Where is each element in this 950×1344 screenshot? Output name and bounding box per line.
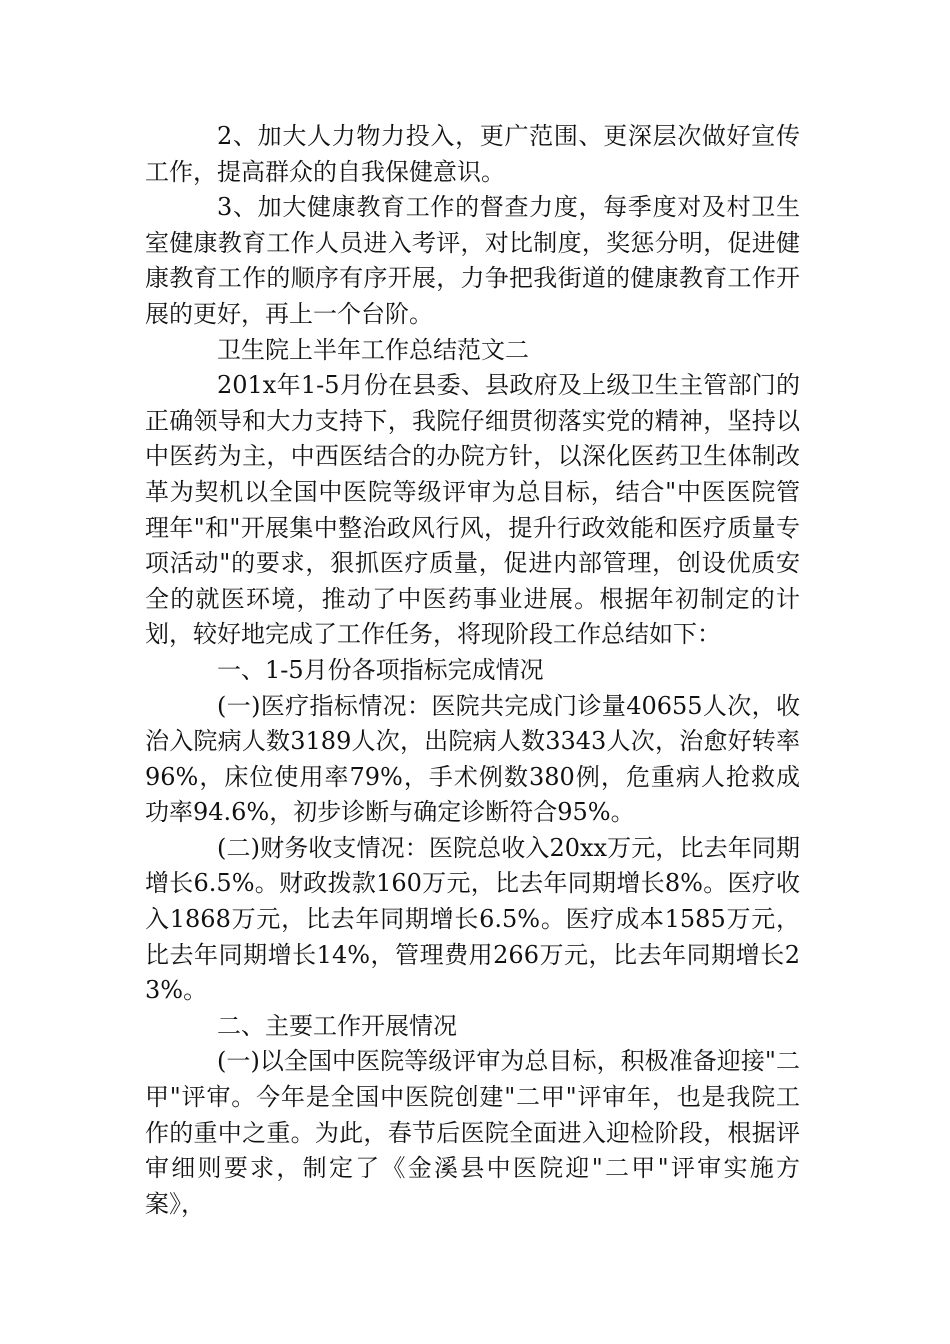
- paragraph-publicity: 2、加大人力物力投入，更广范围、更深层次做好宣传工作，提高群众的自我保健意识。: [145, 122, 800, 186]
- section-title: 卫生院上半年工作总结范文二: [217, 335, 529, 364]
- paragraph-medical-indicators: (一)医疗指标情况：医院共完成门诊量40655人次，收治入院病人数3189人次，出院病人数3343人次，治愈好转率96%，床位使用率79%，手术例数380例，危重病人抢救成功率94.6%，初步诊断与确定诊断符合95%。: [145, 691, 800, 827]
- paragraph-finance: (二)财务收支情况：医院总收入20xx万元，比去年同期增长6.5%。财政拨款160万元，比去年同期增长8%。医疗收入1868万元，比去年同期增长6.5%。医疗成本1585万元，比去年同期增长14%，管理费用266万元，比去年同期增长23%。: [145, 833, 800, 1005]
- paragraph-intro: 201x年1-5月份在县委、县政府及上级卫生主管部门的正确领导和大力支持下，我院仔细贯彻落实党的精神，坚持以中医药为主，中西医结合的办院方针，以深化医药卫生体制改革为契机以全国中医院等级评审为总目标，结合"中医医院管理年"和"开展集中整治政风行风，提升行政效能和医疗质量专项活动"的要求，狠抓医疗质量，促进内部管理，创设优质安全的就医环境，推动了中医药事业进展。根据年初制定的计划，较好地完成了工作任务，将现阶段工作总结如下：: [145, 371, 800, 649]
- heading-main-work: 二、主要工作开展情况: [217, 1011, 457, 1040]
- paragraph-evaluation: (一)以全国中医院等级评审为总目标，积极准备迎接"二甲"评审。今年是全国中医院创建"二甲"评审年，也是我院工作的重中之重。为此，春节后医院全面进入迎检阶段，根据评审细则要求，制定了《金溪县中医院迎"二甲"评审实施方案》，: [145, 1047, 800, 1218]
- heading-indicators: 一、1-5月份各项指标完成情况: [217, 655, 544, 684]
- paragraph-supervision: 3、加大健康教育工作的督查力度，每季度对及村卫生室健康教育工作人员进入考评，对比制度，奖惩分明，促进健康教育工作的顺序有序开展，力争把我街道的健康教育工作开展的更好，再上一个台阶。: [145, 193, 800, 328]
- document-body: [145, 119, 800, 1222]
